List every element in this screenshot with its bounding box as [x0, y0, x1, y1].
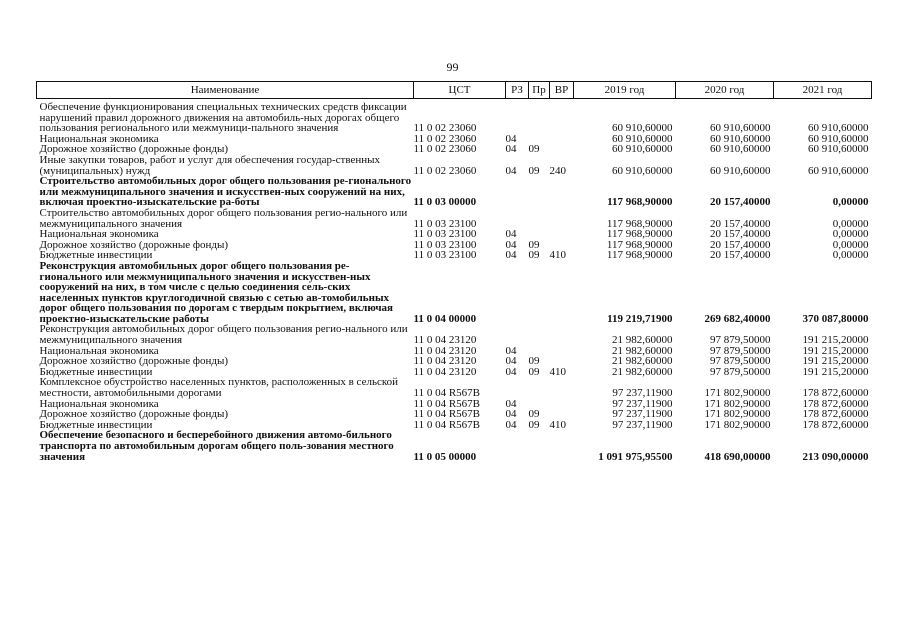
row-rz: 04 — [505, 164, 517, 177]
row-value-2021: 191 215,20000 — [802, 365, 869, 378]
row-value-2019: 97 237,11900 — [612, 418, 673, 431]
table-row — [37, 155, 872, 176]
header-2021: 2021 год — [774, 82, 872, 99]
table-header — [37, 82, 872, 99]
header-pr: Пр — [529, 82, 550, 99]
row-rz: 04 — [505, 238, 517, 251]
row-cst: 11 0 04 R567B — [413, 397, 481, 410]
row-value-2021: 178 872,60000 — [802, 397, 869, 410]
row-value-2019: 21 982,60000 — [612, 344, 673, 357]
row-value-2021: 191 215,20000 — [802, 334, 869, 347]
row-value-2021: 178 872,60000 — [802, 408, 869, 421]
row-value-2021: 370 087,80000 — [802, 312, 869, 325]
row-value-2019: 21 982,60000 — [612, 355, 673, 368]
row-value-2020: 20 157,40000 — [710, 238, 771, 251]
row-value-2020: 171 802,90000 — [704, 397, 771, 410]
row-pr — [529, 208, 550, 229]
row-vr — [550, 430, 574, 462]
row-pr — [529, 324, 550, 345]
row-value-2021: 178 872,60000 — [802, 387, 869, 400]
table-row — [37, 99, 872, 134]
row-rz: 04 — [505, 132, 517, 145]
row-vr — [550, 377, 574, 398]
row-vr — [550, 261, 574, 325]
row-vr — [550, 229, 574, 240]
header-2020: 2020 год — [676, 82, 774, 99]
row-value-2021: 60 910,60000 — [808, 143, 869, 156]
row-vr — [550, 324, 574, 345]
row-cst: 11 0 05 00000 — [413, 450, 477, 463]
row-name: Реконструкция автомобильных дорог общего пользования регио-нального или межмуниципального значения — [39, 323, 408, 347]
row-value-2020: 60 910,60000 — [710, 122, 771, 135]
row-value-2021: 60 910,60000 — [808, 122, 869, 135]
row-value-2020: 171 802,90000 — [704, 387, 771, 400]
table-row — [37, 176, 872, 208]
row-rz — [506, 99, 529, 134]
row-pr — [529, 261, 550, 325]
row-name: Строительство автомобильных дорог общего пользования ре-гионального или межмуниципального значения и искусствен-ных сооружений на них, включая проектно-изыскательские ра-боты — [39, 175, 412, 209]
row-value-2020: 60 910,60000 — [710, 164, 771, 177]
row-pr: 09 — [528, 365, 540, 378]
header-cst: ЦСТ — [414, 82, 506, 99]
row-value-2020: 269 682,40000 — [704, 312, 771, 325]
header-name: Наименование — [37, 82, 414, 99]
row-name: Дорожное хозяйство (дорожные фонды) — [39, 355, 229, 368]
row-pr — [529, 99, 550, 134]
row-value-2019: 97 237,11900 — [612, 408, 673, 421]
row-name: Национальная экономика — [39, 397, 159, 410]
row-value-2021: 0,00000 — [832, 238, 869, 251]
row-name: Бюджетные инвестиции — [39, 418, 153, 431]
row-value-2021: 0,00000 — [832, 228, 869, 241]
row-vr — [550, 99, 574, 134]
row-value-2021: 191 215,20000 — [802, 355, 869, 368]
row-cst: 11 0 03 23100 — [413, 249, 477, 262]
row-value-2019: 117 968,90000 — [606, 228, 673, 241]
row-value-2020: 20 157,40000 — [710, 217, 771, 230]
row-value-2019: 97 237,11900 — [612, 387, 673, 400]
row-value-2019: 21 982,60000 — [612, 365, 673, 378]
row-vr — [550, 144, 574, 155]
row-rz: 04 — [505, 397, 517, 410]
row-cst: 11 0 04 23120 — [413, 344, 477, 357]
page-number: 99 — [446, 60, 459, 74]
row-rz: 04 — [505, 418, 517, 431]
row-value-2021: 60 910,60000 — [808, 132, 869, 145]
row-cst: 11 0 04 R567B — [413, 408, 481, 421]
row-rz: 04 — [505, 355, 517, 368]
row-value-2020: 97 879,50000 — [710, 365, 771, 378]
row-value-2019: 117 968,90000 — [606, 217, 673, 230]
table-body — [37, 99, 872, 463]
row-value-2019: 117 968,90000 — [607, 196, 673, 209]
row-name: Дорожное хозяйство (дорожные фонды) — [39, 238, 229, 251]
row-value-2019: 119 219,71900 — [607, 312, 673, 325]
row-value-2019: 60 910,60000 — [612, 132, 673, 145]
row-rz: 04 — [505, 249, 517, 262]
row-cst: 11 0 02 23060 — [413, 132, 477, 145]
row-value-2019: 117 968,90000 — [606, 238, 673, 251]
row-vr — [550, 346, 574, 357]
row-cst: 11 0 04 R567B — [413, 387, 481, 400]
row-rz: 04 — [505, 408, 517, 421]
row-name: Дорожное хозяйство (дорожные фонды) — [39, 408, 229, 421]
row-value-2019: 60 910,60000 — [612, 164, 673, 177]
row-pr: 09 — [528, 408, 540, 421]
row-value-2020: 97 879,50000 — [710, 355, 771, 368]
row-value-2021: 191 215,20000 — [802, 344, 869, 357]
row-value-2021: 178 872,60000 — [802, 418, 869, 431]
row-vr — [550, 176, 574, 208]
row-name: Обеспечение безопасного и бесперебойного движения автомо-бильного транспорта по автомобильным дорогам общего поль-зования местного значения — [39, 429, 394, 463]
row-name: Дорожное хозяйство (дорожные фонды) — [39, 143, 229, 156]
row-value-2021: 213 090,00000 — [802, 450, 869, 463]
row-name: Комплексное обустройство населенных пунктов, расположенных в сельской местности, автомобильными дорогами — [39, 376, 399, 400]
row-pr — [529, 176, 550, 208]
row-cst: 11 0 04 23120 — [413, 355, 477, 368]
row-cst: 11 0 02 23060 — [413, 164, 477, 177]
row-pr: 09 — [528, 249, 540, 262]
row-value-2020: 97 879,50000 — [710, 334, 771, 347]
row-rz — [506, 261, 529, 325]
row-value-2019: 60 910,60000 — [612, 143, 673, 156]
row-pr: 09 — [528, 355, 540, 368]
row-value-2019: 117 968,90000 — [606, 249, 673, 262]
row-value-2019: 21 982,60000 — [612, 334, 673, 347]
row-cst: 11 0 04 R567B — [413, 418, 481, 431]
row-name: Национальная экономика — [39, 228, 159, 241]
row-value-2020: 60 910,60000 — [710, 132, 771, 145]
row-vr: 410 — [549, 249, 566, 262]
row-vr: 410 — [549, 418, 566, 431]
row-pr: 09 — [528, 418, 540, 431]
row-rz: 04 — [505, 365, 517, 378]
table-row — [37, 208, 872, 229]
row-name: Строительство автомобильных дорог общего пользования регио-нального или межмуниципального значения — [39, 206, 408, 230]
row-cst: 11 0 03 23100 — [413, 228, 477, 241]
row-vr — [550, 208, 574, 229]
row-value-2020: 60 910,60000 — [710, 143, 771, 156]
row-value-2021: 0,00000 — [832, 217, 869, 230]
row-value-2020: 418 690,00000 — [704, 450, 771, 463]
row-vr: 410 — [549, 365, 566, 378]
row-rz — [506, 324, 529, 345]
row-value-2020: 20 157,40000 — [710, 249, 771, 262]
row-value-2020: 97 879,50000 — [710, 344, 771, 357]
table-row — [37, 261, 872, 325]
row-cst: 11 0 02 23060 — [413, 143, 477, 156]
row-pr — [529, 430, 550, 462]
row-vr: 240 — [549, 164, 566, 177]
row-pr: 09 — [528, 143, 540, 156]
budget-table — [36, 81, 872, 462]
row-rz: 04 — [505, 344, 517, 357]
row-rz: 04 — [505, 143, 517, 156]
row-cst: 11 0 03 23100 — [413, 217, 477, 230]
row-name: Национальная экономика — [39, 132, 159, 145]
row-pr: 09 — [528, 164, 540, 177]
row-name: Бюджетные инвестиции — [39, 249, 153, 262]
row-value-2021: 0,00000 — [832, 196, 869, 209]
row-vr — [550, 399, 574, 410]
row-pr: 09 — [528, 238, 540, 251]
row-value-2019: 1 091 975,95500 — [598, 450, 673, 463]
row-rz — [506, 377, 529, 398]
row-pr — [529, 377, 550, 398]
row-name: Реконструкция автомобильных дорог общего пользования ре-гионального или межмуниципального значения и искусствен-ных сооружений на них, в том числе с целью соединения сель-ских населенных пунктов круглогодичной связью с сетью ав-томобильных дорог общего пользования по дорогам с твердым покрытием, включая проектно-изыскательские работы — [39, 259, 393, 325]
header-vr: ВР — [550, 82, 574, 99]
row-name: Иные закупки товаров, работ и услуг для обеспечения государ-ственных (муниципальных) нужд — [39, 153, 381, 177]
row-rz — [506, 430, 529, 462]
header-2019: 2019 год — [574, 82, 676, 99]
row-name: Национальная экономика — [39, 344, 159, 357]
row-value-2020: 20 157,40000 — [710, 196, 771, 209]
table-row — [37, 377, 872, 398]
row-cst: 11 0 04 23120 — [413, 334, 477, 347]
row-rz — [506, 176, 529, 208]
row-cst: 11 0 03 23100 — [413, 238, 477, 251]
row-vr — [550, 134, 574, 145]
row-value-2020: 171 802,90000 — [704, 408, 771, 421]
row-cst: 11 0 04 23120 — [413, 365, 477, 378]
row-name: Обеспечение функционирования специальных технических средств фиксации нарушений правил дорожного движения на автомобиль-ных дорогах общего пользования регионального или межмуници-пального значения — [39, 101, 407, 135]
row-value-2019: 60 910,60000 — [612, 122, 673, 135]
row-value-2020: 171 802,90000 — [704, 418, 771, 431]
row-cst: 11 0 04 00000 — [413, 312, 477, 325]
row-value-2021: 60 910,60000 — [808, 164, 869, 177]
table-row — [37, 430, 872, 462]
row-rz — [506, 208, 529, 229]
row-cst: 11 0 03 00000 — [413, 196, 477, 209]
header-rz: РЗ — [506, 82, 529, 99]
row-rz: 04 — [505, 228, 517, 241]
row-name: Бюджетные инвестиции — [39, 365, 153, 378]
row-value-2019: 97 237,11900 — [612, 397, 673, 410]
row-value-2021: 0,00000 — [832, 249, 869, 262]
row-cst: 11 0 02 23060 — [413, 122, 477, 135]
table-row — [37, 324, 872, 345]
row-value-2020: 20 157,40000 — [710, 228, 771, 241]
